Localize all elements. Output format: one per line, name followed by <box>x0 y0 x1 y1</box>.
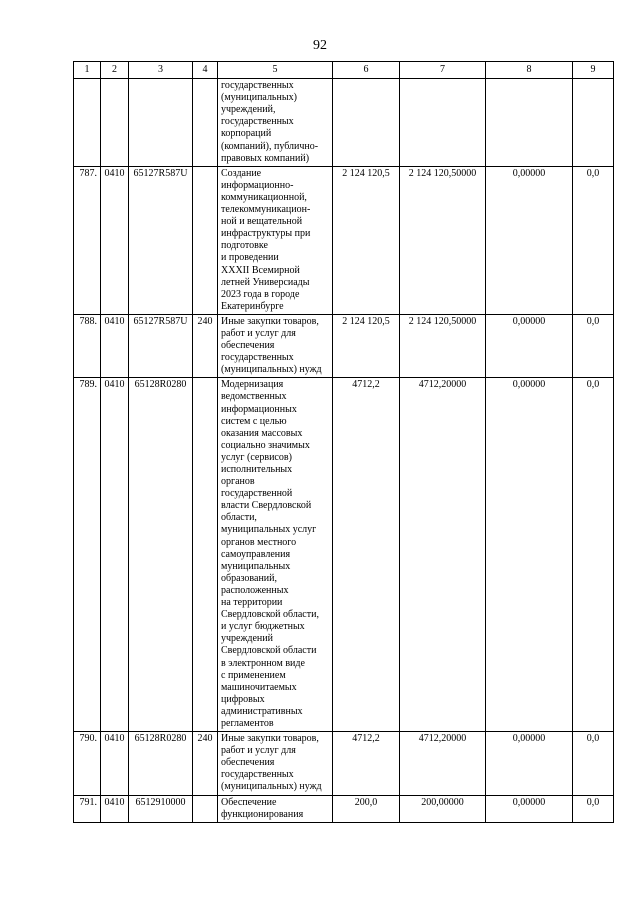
header-cell-3: 3 <box>129 62 193 79</box>
amount-change: 0,0 <box>573 166 614 314</box>
expense-type-code <box>193 79 218 167</box>
item-name: Обеспечение функционирования <box>218 795 333 822</box>
target-code: 6512910000 <box>129 795 193 822</box>
item-name: государственных (муниципальных) учреждений, государственных корпораций (компаний), публично- правовых компаний) <box>218 79 333 167</box>
table-row <box>74 378 614 732</box>
amount: 4712,2 <box>333 732 400 795</box>
target-code: 65127R587U <box>129 166 193 314</box>
target-code: 65128R0280 <box>129 378 193 732</box>
amount-precise: 4712,20000 <box>400 732 486 795</box>
header-cell-1: 1 <box>74 62 101 79</box>
row-number: 789. <box>74 378 101 732</box>
table-row <box>74 732 614 795</box>
header-cell-7: 7 <box>400 62 486 79</box>
section-code: 0410 <box>101 166 129 314</box>
amount: 200,0 <box>333 795 400 822</box>
row-number: 791. <box>74 795 101 822</box>
amount-change: 0,0 <box>573 732 614 795</box>
row-number <box>74 79 101 167</box>
header-cell-6: 6 <box>333 62 400 79</box>
table-row <box>74 314 614 377</box>
header-cell-9: 9 <box>573 62 614 79</box>
amount: 2 124 120,5 <box>333 314 400 377</box>
table-row <box>74 166 614 314</box>
target-code: 65127R587U <box>129 314 193 377</box>
section-code: 0410 <box>101 314 129 377</box>
expense-type-code <box>193 795 218 822</box>
amount-zero: 0,00000 <box>486 795 573 822</box>
table-row <box>74 79 614 167</box>
section-code: 0410 <box>101 378 129 732</box>
header-cell-8: 8 <box>486 62 573 79</box>
item-name: Иные закупки товаров, работ и услуг для обеспечения государственных (муниципальных) нужд <box>218 314 333 377</box>
amount-precise: 2 124 120,50000 <box>400 166 486 314</box>
section-code: 0410 <box>101 795 129 822</box>
amount-change: 0,0 <box>573 314 614 377</box>
amount-precise <box>400 79 486 167</box>
row-number: 790. <box>74 732 101 795</box>
item-name: Модернизация ведомственных информационных систем с целью оказания массовых социально значимых услуг (сервисов) исполнительных органов государственной власти Свердловской области, муниципальных услуг органов местного самоуправления муниципальных образований, расположенных на территории Свердловской области, и услуг бюджетных учреждений Свердловской области в электронном виде с применением машиночитаемых цифровых административных регламентов <box>218 378 333 732</box>
amount-zero <box>486 79 573 167</box>
expense-type-code: 240 <box>193 314 218 377</box>
page-number: 92 <box>313 38 327 53</box>
item-name: Иные закупки товаров, работ и услуг для обеспечения государственных (муниципальных) нужд <box>218 732 333 795</box>
amount-zero: 0,00000 <box>486 378 573 732</box>
target-code <box>129 79 193 167</box>
row-number: 788. <box>74 314 101 377</box>
amount-change <box>573 79 614 167</box>
amount-zero: 0,00000 <box>486 732 573 795</box>
expense-type-code <box>193 166 218 314</box>
section-code <box>101 79 129 167</box>
amount-change: 0,0 <box>573 378 614 732</box>
expense-type-code: 240 <box>193 732 218 795</box>
expense-type-code <box>193 378 218 732</box>
amount-zero: 0,00000 <box>486 166 573 314</box>
amount <box>333 79 400 167</box>
budget-table <box>73 61 614 823</box>
amount-change: 0,0 <box>573 795 614 822</box>
section-code: 0410 <box>101 732 129 795</box>
table-row <box>74 795 614 822</box>
header-cell-5: 5 <box>218 62 333 79</box>
row-number: 787. <box>74 166 101 314</box>
item-name: Создание информационно- коммуникационной, телекоммуникацион- ной и вещательной инфраструктуры при подготовке и проведении XXXII Всемирной летней Универсиады 2023 года в городе Екатеринбурге <box>218 166 333 314</box>
amount-zero: 0,00000 <box>486 314 573 377</box>
table-header-row <box>74 62 614 79</box>
header-cell-4: 4 <box>193 62 218 79</box>
target-code: 65128R0280 <box>129 732 193 795</box>
amount-precise: 200,00000 <box>400 795 486 822</box>
amount: 4712,2 <box>333 378 400 732</box>
amount: 2 124 120,5 <box>333 166 400 314</box>
amount-precise: 4712,20000 <box>400 378 486 732</box>
header-cell-2: 2 <box>101 62 129 79</box>
amount-precise: 2 124 120,50000 <box>400 314 486 377</box>
